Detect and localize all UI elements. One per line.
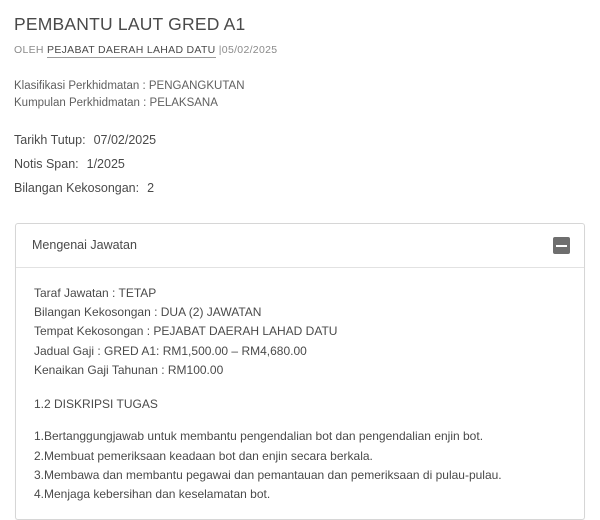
- byline: [14, 44, 586, 58]
- classification-service: Klasifikasi Perkhidmatan : PENGANGKUTAN: [14, 79, 245, 92]
- meta-row-closing-date: [14, 129, 586, 153]
- meta-row-span-notice: [14, 153, 586, 177]
- panel-gap-1: [34, 381, 568, 395]
- minus-icon[interactable]: [553, 237, 570, 254]
- section-spacer: [14, 201, 586, 223]
- classification-group: Kumpulan Perkhidmatan : PELAKSANA: [14, 97, 218, 110]
- meta-value-vacancies: 2: [147, 180, 155, 195]
- duties-heading: 1.2 DISKRIPSI TUGAS: [34, 396, 158, 411]
- meta-value-closing-date: 07/02/2025: [93, 133, 157, 148]
- meta-row-vacancies: [14, 177, 586, 201]
- byline-date: |05/02/2025: [218, 44, 278, 56]
- meta-label-vacancies: Bilangan Kekosongan:: [14, 180, 140, 195]
- detail-taraf-jawatan: Taraf Jawatan : TETAP: [34, 285, 157, 300]
- detail-tempat-kekosongan: Tempat Kekosongan : PEJABAT DAERAH LAHAD DATU: [34, 324, 338, 339]
- duty-item-3: 3.Membawa dan membantu pegawai dan pemantauan dan pemeriksaan di pulau-pulau.: [34, 468, 502, 483]
- detail-bilangan-kekosongan: Bilangan Kekosongan : DUA (2) JAWATAN: [34, 304, 262, 319]
- about-position-panel-title: Mengenai Jawatan: [32, 238, 137, 253]
- meta-label-span-notice: Notis Span:: [14, 157, 79, 172]
- page-title: PEMBANTU LAUT GRED A1: [14, 14, 246, 34]
- duty-item-2: 2.Membuat pemeriksaan keadaan bot dan enjin secara berkala.: [34, 448, 373, 463]
- meta-label-closing-date: Tarikh Tutup:: [14, 133, 86, 148]
- duty-item-4: 4.Menjaga kebersihan dan keselamatan bot.: [34, 487, 271, 502]
- byline-prefix: OLEH: [14, 44, 44, 56]
- byline-agency-link[interactable]: PEJABAT DAERAH LAHAD DATU: [47, 44, 216, 56]
- detail-kenaikan-gaji: Kenaikan Gaji Tahunan : RM100.00: [34, 363, 224, 378]
- about-position-panel-body: [16, 268, 584, 519]
- classification-block: [14, 78, 586, 114]
- about-position-panel: [15, 223, 585, 520]
- about-position-panel-header[interactable]: [16, 224, 584, 268]
- duty-item-1: 1.Bertanggungjawab untuk membantu pengendalian bot dan pengendalian enjin bot.: [34, 429, 484, 444]
- meta-value-span-notice: 1/2025: [86, 157, 125, 172]
- panel-gap-2: [34, 414, 568, 427]
- detail-jadual-gaji: Jadual Gaji : GRED A1: RM1,500.00 – RM4,680.00: [34, 343, 307, 358]
